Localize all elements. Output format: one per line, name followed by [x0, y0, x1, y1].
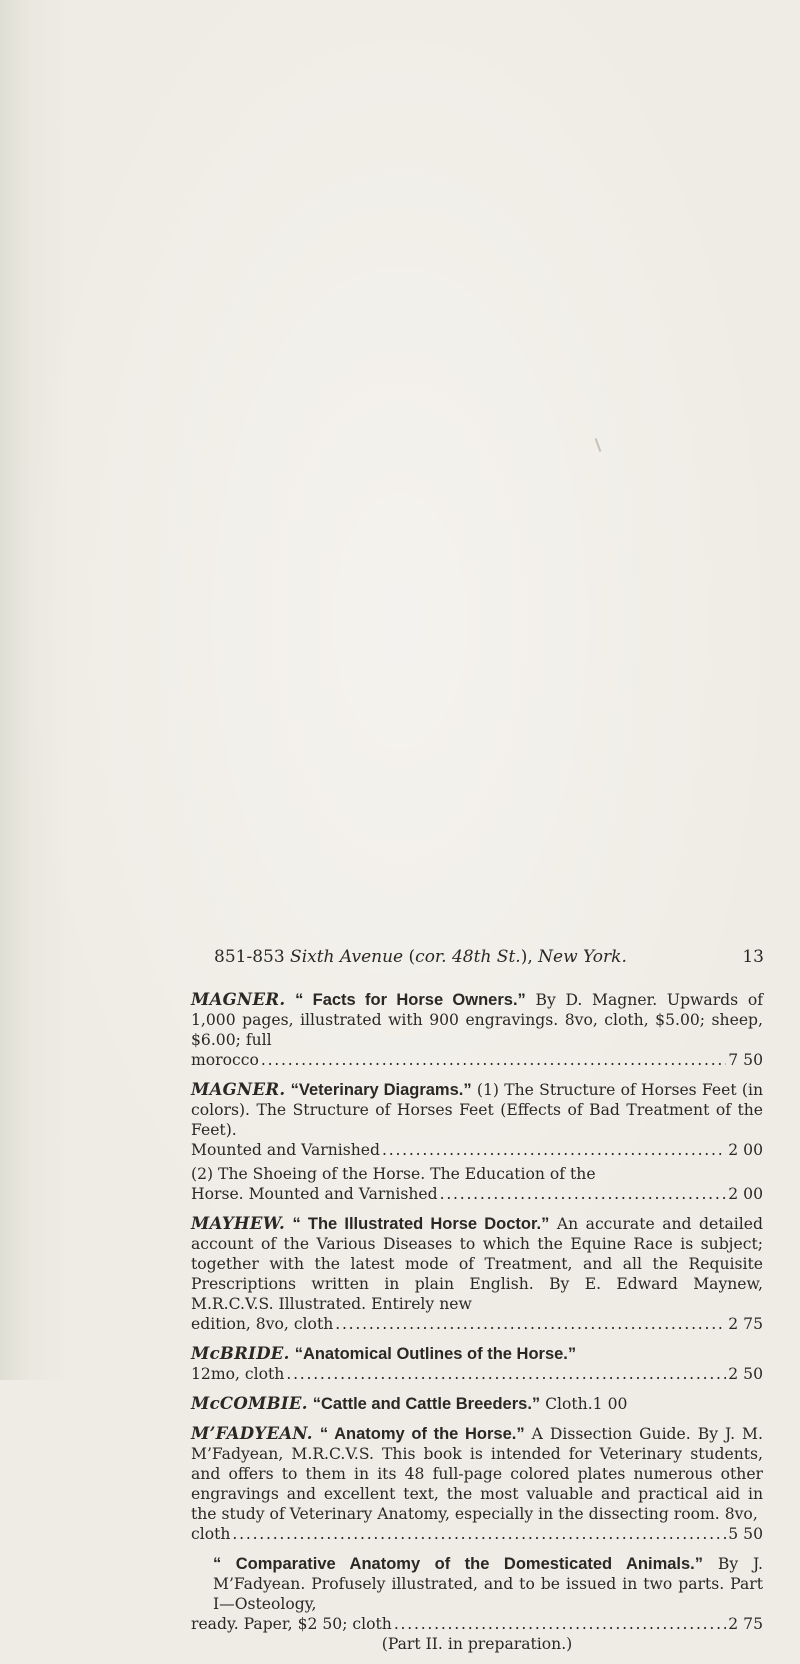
- price-line: [191, 1364, 763, 1384]
- entry-price: 2 75: [728, 1615, 763, 1633]
- entry-title: “Veterinary Diagrams.”: [290, 1081, 472, 1099]
- catalog-entry: [191, 990, 763, 1070]
- entry-format: ready. Paper, $2 50; cloth: [191, 1615, 392, 1633]
- price-line: [191, 1140, 763, 1160]
- catalog-entry: [191, 1214, 763, 1334]
- entry-price: 2 00: [728, 1141, 763, 1159]
- entry-description: A Dissection Guide. By J. M. M’Fadyean, M.R.C.V.S. This book is intended for Veterinary students, and offers to them in its 48 full-page colored plates numerous other engravings and excellent text, the most valuable and practical aid in the study of Veterinary Anatomy, especially in the dissecting room. 8vo,: [191, 1425, 763, 1523]
- entry-title: “ Facts for Horse Owners.”: [295, 991, 526, 1009]
- entry-format: cloth: [191, 1525, 231, 1543]
- entry-author: McBRIDE.: [191, 1344, 290, 1363]
- price-line: [191, 1050, 763, 1070]
- entry-author: MAYHEW.: [191, 1214, 285, 1233]
- entry-title: “Anatomical Outlines of the Horse.”: [294, 1345, 577, 1363]
- entry-title: “ Comparative Anatomy of the Domesticated Animals.”: [213, 1555, 704, 1573]
- entry-format: edition, 8vo, cloth: [191, 1315, 334, 1333]
- entry-format: Horse. Mounted and Varnished: [191, 1185, 438, 1203]
- store-address: 851-853 Sixth Avenue (cor. 48th St.), New York.: [214, 947, 627, 967]
- dot-leader: [335, 1314, 726, 1334]
- entry-format: Mounted and Varnished: [191, 1141, 381, 1159]
- price-line: [191, 1614, 763, 1634]
- entry-price: Cloth.1 00: [540, 1395, 628, 1413]
- dot-leader: [394, 1614, 726, 1634]
- price-line: [191, 1184, 763, 1204]
- entry-author: McCOMBIE.: [191, 1394, 308, 1413]
- dot-leader: [440, 1184, 727, 1204]
- entry-title: “ The Illustrated Horse Doctor.”: [292, 1215, 550, 1233]
- entry-title: “Cattle and Cattle Breeders.”: [312, 1395, 541, 1413]
- entry-title: “ Anatomy of the Horse.”: [319, 1425, 525, 1443]
- price-line: [191, 1314, 763, 1334]
- entry-description: (1) The Structure of Horses Feet (in colors). The Structure of Horses Feet (Effects of Bad Treatment of the Feet).: [191, 1081, 763, 1139]
- price-line: [191, 1524, 763, 1544]
- entry-price: 7 50: [728, 1051, 763, 1069]
- catalog-entry: [191, 1344, 763, 1384]
- catalog-entries: [191, 990, 763, 1664]
- entry-sub-description: (2) The Shoeing of the Horse. The Education of the: [191, 1165, 596, 1183]
- entry-price: 2 00: [728, 1185, 763, 1203]
- entry-author: M’FADYEAN.: [191, 1424, 313, 1443]
- catalog-entry: [191, 1080, 763, 1204]
- catalog-entry: [191, 1424, 763, 1544]
- entry-price: 5 50: [728, 1525, 763, 1543]
- entry-format: morocco: [191, 1051, 259, 1069]
- dot-leader: [286, 1364, 726, 1384]
- entry-author: MAGNER.: [191, 990, 286, 1009]
- entry-description: By D. Magner. Upwards of 1,000 pages, illustrated with 900 engravings. 8vo, cloth, $5.00; sheep, $6.00; full: [191, 991, 763, 1049]
- dot-leader: [382, 1140, 726, 1160]
- catalog-entry: [191, 1394, 763, 1414]
- entry-author: MAGNER.: [191, 1080, 286, 1099]
- entry-format: 12mo, cloth: [191, 1365, 285, 1383]
- entry-description: An accurate and detailed account of the Various Diseases to which the Equine Race is subject; together with the latest mode of Treatment, and all the Requisite Prescriptions written in plain English. By E. Edward Maynew, M.R.C.V.S. Illustrated. Entirely new: [191, 1215, 763, 1313]
- entry-description: By J. M’Fadyean. Profusely illustrated, and to be issued in two parts. Part I—Osteology,: [213, 1555, 763, 1613]
- paper-mark: [595, 438, 602, 452]
- entry-price: 2 75: [728, 1315, 763, 1333]
- page-header: [214, 947, 764, 967]
- entry-note: (Part II. in preparation.): [381, 1635, 573, 1653]
- page-number: 13: [742, 947, 764, 967]
- catalog-entry: [191, 1554, 763, 1654]
- dot-leader: [232, 1524, 726, 1544]
- dot-leader: [261, 1050, 726, 1070]
- entry-price: 2 50: [728, 1365, 763, 1383]
